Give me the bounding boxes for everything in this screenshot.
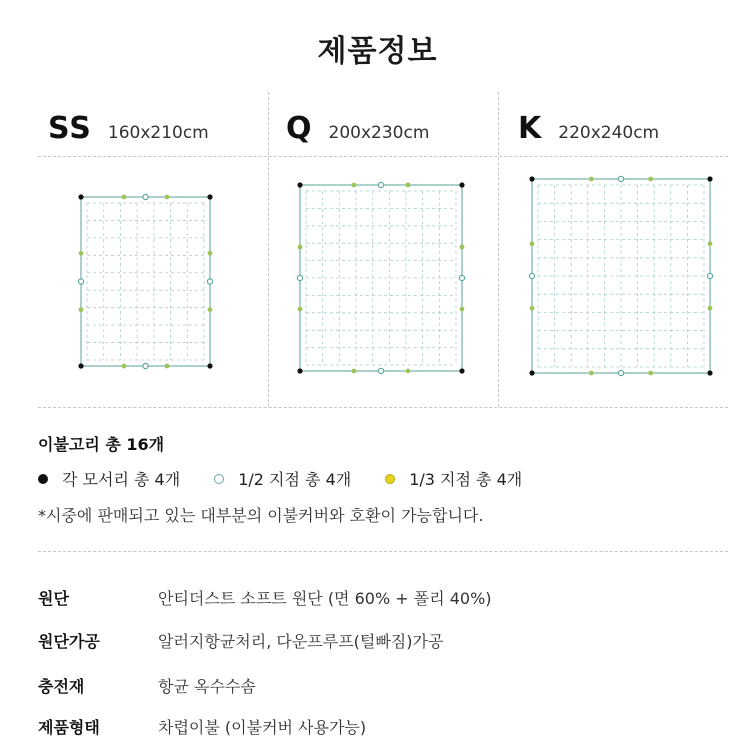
third-loop-dot bbox=[708, 306, 713, 311]
divider bbox=[38, 407, 728, 408]
half-loop-dot bbox=[707, 273, 712, 278]
corner-loop-dot bbox=[529, 176, 534, 181]
half-loop-dot bbox=[143, 194, 148, 199]
third-loop-dot bbox=[298, 307, 303, 312]
third-loop-dot bbox=[208, 307, 213, 312]
size-header-row bbox=[38, 100, 728, 157]
third-loop-dot bbox=[589, 177, 594, 182]
size-label-q bbox=[286, 100, 429, 156]
third-loop-dot bbox=[352, 369, 357, 374]
half-loop-dot bbox=[207, 279, 212, 284]
third-loop-dot bbox=[122, 195, 127, 200]
half-loop-dot bbox=[459, 275, 464, 280]
spec-value: 항균 옥수수솜 bbox=[158, 677, 256, 696]
spec-row-type bbox=[38, 715, 366, 738]
hollow-dot-icon bbox=[214, 474, 224, 484]
corner-loop-dot bbox=[78, 194, 83, 199]
spec-row-fabric bbox=[38, 586, 492, 609]
legend-item-corner bbox=[38, 467, 180, 490]
half-loop-dot bbox=[378, 182, 383, 187]
third-loop-dot bbox=[648, 371, 653, 376]
corner-loop-dot bbox=[707, 176, 712, 181]
third-loop-dot bbox=[530, 241, 535, 246]
third-loop-dot bbox=[208, 251, 213, 256]
spec-key: 충전재 bbox=[38, 677, 85, 696]
size-dimensions: 220x240cm bbox=[558, 123, 660, 143]
third-loop-dot bbox=[165, 195, 170, 200]
half-loop-dot bbox=[618, 176, 623, 181]
third-loop-dot bbox=[460, 307, 465, 312]
third-loop-dot bbox=[589, 371, 594, 376]
spec-value: 안티더스트 소프트 원단 (면 60% + 폴리 40%) bbox=[158, 589, 492, 608]
legend-label: 1/2 지점 총 4개 bbox=[238, 470, 352, 489]
third-loop-dot bbox=[460, 245, 465, 250]
blanket-outline bbox=[81, 197, 210, 366]
corner-loop-dot bbox=[207, 194, 212, 199]
spec-key: 제품형태 bbox=[38, 718, 100, 737]
corner-loop-dot bbox=[297, 182, 302, 187]
size-label-k bbox=[518, 100, 659, 156]
size-code: Q bbox=[286, 110, 313, 146]
half-loop-dot bbox=[529, 273, 534, 278]
third-loop-dot bbox=[298, 245, 303, 250]
third-loop-dot bbox=[352, 183, 357, 188]
size-code: SS bbox=[48, 110, 92, 146]
loop-total-heading: 이불고리 총 16개 bbox=[38, 435, 165, 454]
page-title: 제품정보 bbox=[317, 34, 438, 69]
third-loop-dot bbox=[406, 183, 411, 188]
divider bbox=[38, 551, 728, 552]
size-dimensions: 200x230cm bbox=[328, 123, 430, 143]
spec-value: 차렵이불 (이불커버 사용가능) bbox=[158, 718, 367, 737]
legend-label: 1/3 지점 총 4개 bbox=[409, 470, 523, 489]
third-loop-dot bbox=[79, 307, 84, 312]
half-loop-dot bbox=[78, 279, 83, 284]
legend-label: 각 모서리 총 4개 bbox=[62, 470, 181, 489]
legend-item-third bbox=[385, 467, 522, 490]
size-label-ss bbox=[48, 100, 209, 156]
compatibility-note: *시중에 판매되고 있는 대부분의 이불커버와 호환이 가능합니다. bbox=[38, 506, 484, 525]
corner-loop-dot bbox=[459, 368, 464, 373]
size-code: K bbox=[518, 110, 543, 146]
corner-loop-dot bbox=[529, 370, 534, 375]
black-dot-icon bbox=[38, 474, 48, 484]
legend-item-half bbox=[214, 467, 351, 490]
third-loop-dot bbox=[122, 364, 127, 369]
half-loop-dot bbox=[143, 363, 148, 368]
corner-loop-dot bbox=[297, 368, 302, 373]
third-loop-dot bbox=[406, 369, 411, 374]
spec-value: 알러지항균처리, 다운프루프(털빠짐)가공 bbox=[158, 632, 444, 651]
corner-loop-dot bbox=[78, 363, 83, 368]
third-loop-dot bbox=[165, 364, 170, 369]
loop-legend bbox=[38, 467, 556, 490]
spec-row-processing bbox=[38, 629, 443, 652]
third-loop-dot bbox=[648, 177, 653, 182]
corner-loop-dot bbox=[707, 370, 712, 375]
spec-row-filling bbox=[38, 674, 256, 697]
third-loop-dot bbox=[708, 241, 713, 246]
spec-key: 원단 bbox=[38, 589, 69, 608]
third-loop-dot bbox=[530, 306, 535, 311]
spec-key: 원단가공 bbox=[38, 632, 100, 651]
blanket-diagram-svg bbox=[0, 157, 755, 407]
half-loop-dot bbox=[297, 275, 302, 280]
yellow-dot-icon bbox=[385, 474, 395, 484]
half-loop-dot bbox=[618, 370, 623, 375]
half-loop-dot bbox=[378, 368, 383, 373]
corner-loop-dot bbox=[207, 363, 212, 368]
blanket-diagrams bbox=[0, 157, 755, 407]
corner-loop-dot bbox=[459, 182, 464, 187]
third-loop-dot bbox=[79, 251, 84, 256]
size-dimensions: 160x210cm bbox=[107, 123, 209, 143]
